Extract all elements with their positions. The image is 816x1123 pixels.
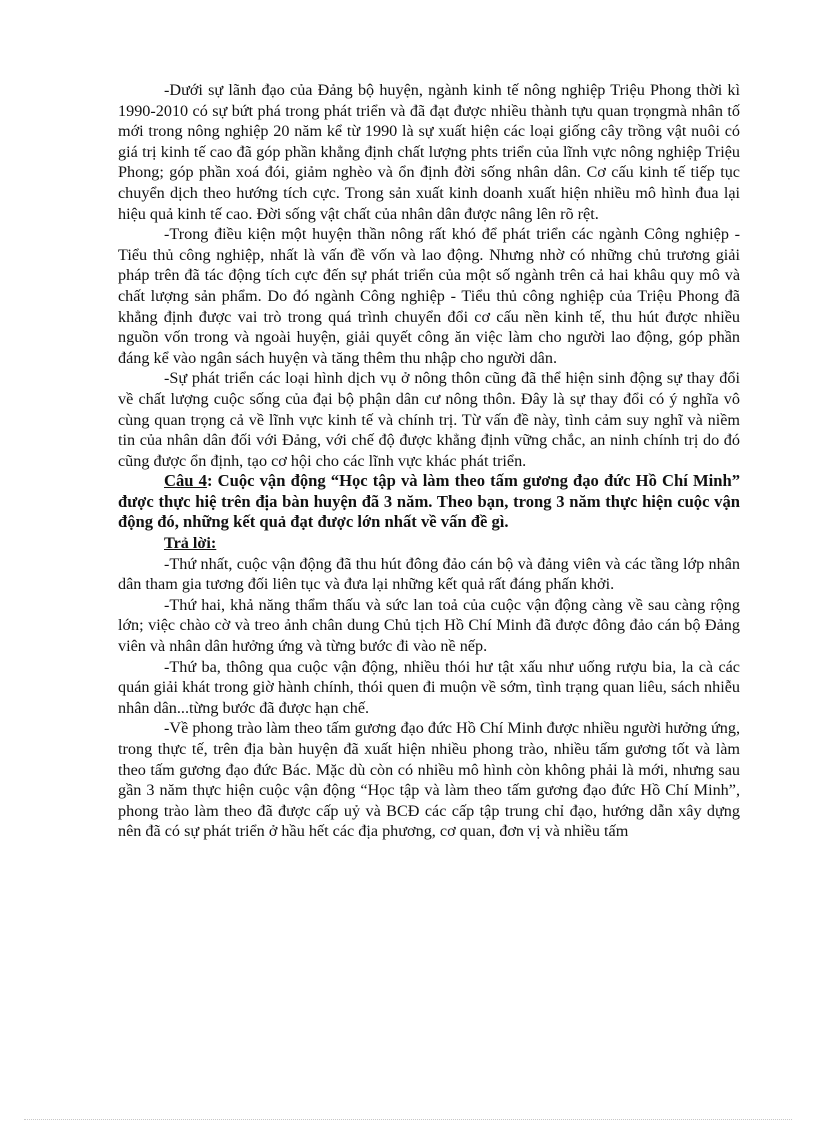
paragraph-industry: -Trong điều kiện một huyện thần nông rất khó để phát triển các ngành Công nghiệp - Tiểu thủ công nghiệp, nhất là vấn đề vốn và lao động. Nhưng nhờ có những chủ trương giải pháp trên đã tác động tích cực đến sự phát triển của một số ngành trên cả hai khâu quy mô và chất lượng sản phẩm. Do đó ngành Công nghiệp - Tiểu thủ công nghiệp của Triệu Phong đã khẳng định được vai trò trong quá trình chuyển đổi cơ cấu nền kinh tế, thu hút được nhiều nguồn vốn trong và ngoài huyện, giải quyết công ăn việc làm cho người lao động, góp phần đáng kể vào ngân sách huyện và tăng thêm thu nhập cho người dân.: [118, 225, 740, 367]
answer-paragraph-third: -Thứ ba, thông qua cuộc vận động, nhiều thói hư tật xấu như uống rượu bia, la cà các quán giải khát trong giờ hành chính, thói quen đi muộn về sớm, tình trạng quan liêu, sách nhiễu nhân dân...từng bước đã được hạn chế.: [118, 657, 740, 717]
paragraph-agriculture: -Dưới sự lãnh đạo của Đảng bộ huyện, ngành kinh tế nông nghiệp Triệu Phong thời kì 1990-2010 có sự bứt phá trong phát triển và đã đạt được nhiều thành tựu quan trọngmà nhân tố mới trong nông nghiệp 20 năm kể từ 1990 là sự xuất hiện các loại giống cây trồng vật nuôi có giá trị kinh tế cao đã góp phần khẳng định chất lượng phts triển của lĩnh vực nông nghiệp Triệu Phong; góp phần xoá đói, giảm nghèo và ổn định đời sống nhân dân. Cơ cấu kinh tế tiếp tục chuyển dịch theo hướng tích cực. Trong sản xuất kinh doanh xuất hiện nhiều mô hình đua lại hiệu quả kinh tế cao. Đời sống vật chất của nhân dân được nâng lên rõ rệt.: [118, 81, 740, 223]
answer-paragraph-first: -Thứ nhất, cuộc vận động đã thu hút đông đảo cán bộ và đảng viên và các tầng lớp nhân dân tham gia tương đối liên tục và đưa lại những kết quả rất đáng phấn khởi.: [118, 554, 740, 594]
document-page: [118, 80, 740, 842]
question-text: : Cuộc vận động “Học tập và làm theo tấm gương đạo đức Hồ Chí Minh” được thực hiệ trên địa bàn huyện đã 3 năm. Theo bạn, trong 3 năm thực hiện cuộc vận động đó, những kết quả đạt được lớn nhất về vấn đề gì.: [118, 471, 740, 532]
question-4: [118, 471, 740, 533]
answer-paragraph-second: -Thứ hai, khả năng thẩm thấu và sức lan toả của cuộc vận động càng về sau càng rộng lớn; việc chào cờ và treo ảnh chân dung Chủ tịch Hồ Chí Minh đã được đông đảo cán bộ Đảng viên và nhân dân hưởng ứng và từng bước đi vào nề nếp.: [118, 595, 740, 656]
answer-heading: Trả lời:: [164, 534, 217, 553]
question-label: Câu 4: [164, 471, 207, 491]
paragraph-services: -Sự phát triển các loại hình dịch vụ ở nông thôn cũng đã thể hiện sinh động sự thay đổi về chất lượng cuộc sống của đại bộ phận dân cư nông thôn. Đây là sự thay đổi có ý nghĩa vô cùng quan trọng cả về lĩnh vực kinh tế và chính trị. Từ vấn đề này, tình cảm suy nghĩ và niềm tin của nhân dân đối với Đảng, với chế độ được khẳng định vững chắc, an ninh chính trị do đó cũng được ổn định, tạo cơ hội cho các lĩnh vực khác phát triển.: [118, 369, 740, 470]
page-bottom-rule: [24, 1119, 792, 1120]
answer-paragraph-movement: -Về phong trào làm theo tấm gương đạo đức Hồ Chí Minh được nhiều người hưởng ứng, trong thực tế, trên địa bàn huyện đã xuất hiện nhiều phong trào, nhiều tấm gương tốt và làm theo tấm gương đạo đức Bác. Mặc dù còn có nhiều mô hình còn không phải là mới, nhưng sau gần 3 năm thực hiện cuộc vận động “Học tập và làm theo tấm gương đạo đức Hồ Chí Minh”, phong trào làm theo đã được cấp uỷ và BCĐ các cấp tập trung chỉ đạo, hướng dẫn xây dựng nên đã có sự phát triển ở hầu hết các địa phương, cơ quan, đơn vị và nhiều tấm: [118, 719, 740, 841]
